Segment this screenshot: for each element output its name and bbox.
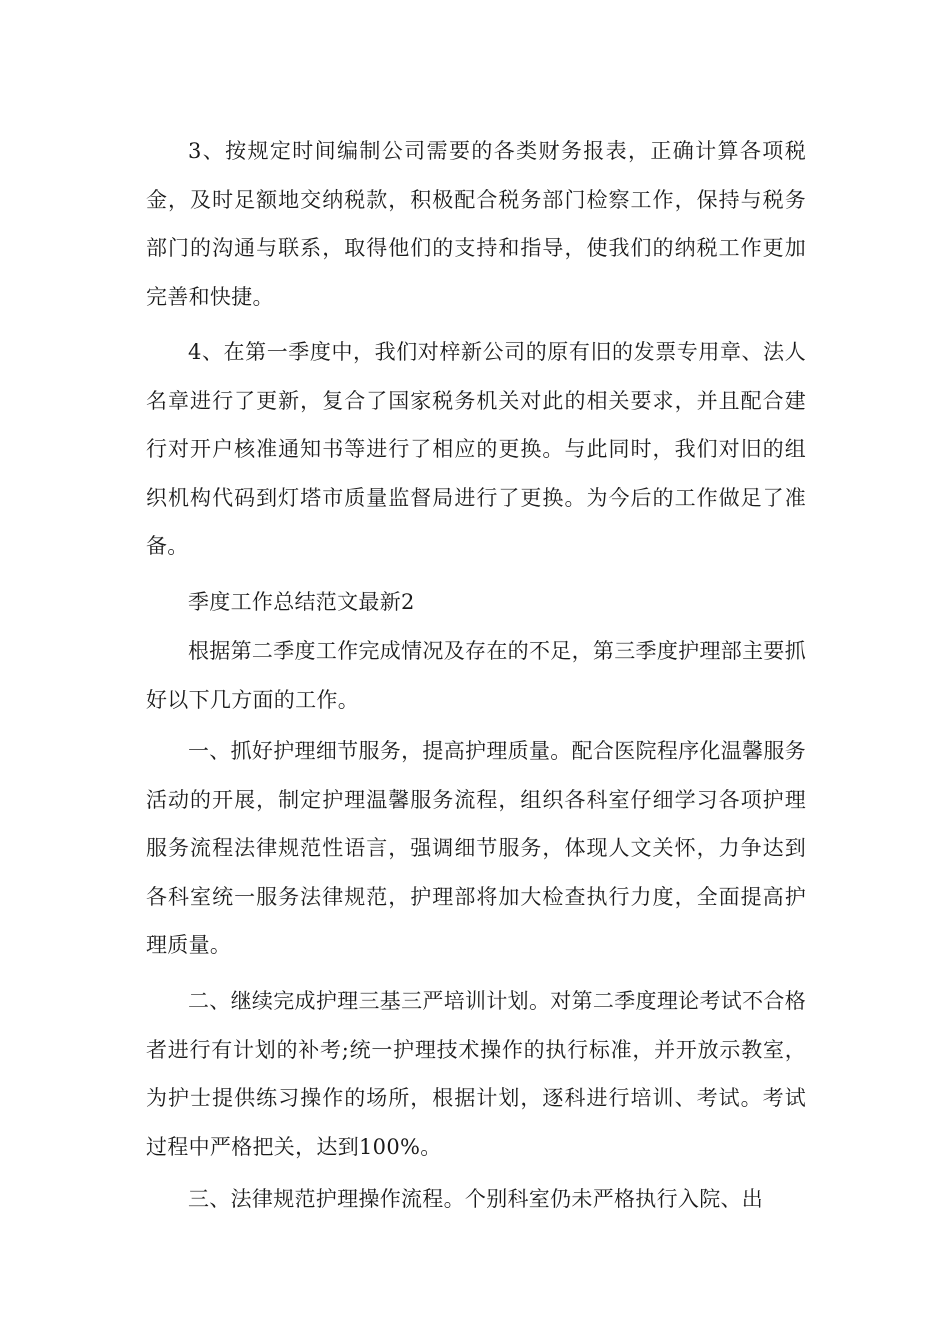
paragraph-item-one: 一、抓好护理细节服务，提高护理质量。配合医院程序化温馨服务活动的开展，制定护理温馨服务流程，组织各科室仔细学习各项护理服务流程法律规范性语言，强调细节服务，体现人文关怀，力争达到各科室统一服务法律规范，护理部将加大检查执行力度，全面提高护理质量。 bbox=[146, 739, 806, 957]
paragraph-seal-update: 4、在第一季度中，我们对梓新公司的原有旧的发票专用章、法人名章进行了更新，复合了国家税务机关对此的相关要求，并且配合建行对开户核准通知书等进行了相应的更换。与此同时，我们对旧的组织机构代码到灯塔市质量监督局进行了更换。为今后的工作做足了准备。 bbox=[146, 340, 806, 558]
paragraph-item-three: 三、法律规范护理操作流程。个别科室仍未严格执行入院、出 bbox=[188, 1187, 764, 1211]
paragraph-tax-reporting: 3、按规定时间编制公司需要的各类财务报表，正确计算各项税金，及时足额地交纳税款，积极配合税务部门检察工作，保持与税务部门的沟通与联系，取得他们的支持和指导，使我们的纳税工作更加完善和快捷。 bbox=[146, 139, 806, 309]
section-heading: 季度工作总结范文最新2 bbox=[188, 590, 415, 614]
paragraph-item-two: 二、继续完成护理三基三严培训计划。对第二季度理论考试不合格者进行有计划的补考;统一护理技术操作的执行标准，并开放示教室，为护士提供练习操作的场所，根据计划，逐科进行培训、考试。考试过程中严格把关，达到100%。 bbox=[146, 989, 806, 1159]
paragraph-intro: 根据第二季度工作完成情况及存在的不足，第三季度护理部主要抓好以下几方面的工作。 bbox=[146, 639, 806, 712]
